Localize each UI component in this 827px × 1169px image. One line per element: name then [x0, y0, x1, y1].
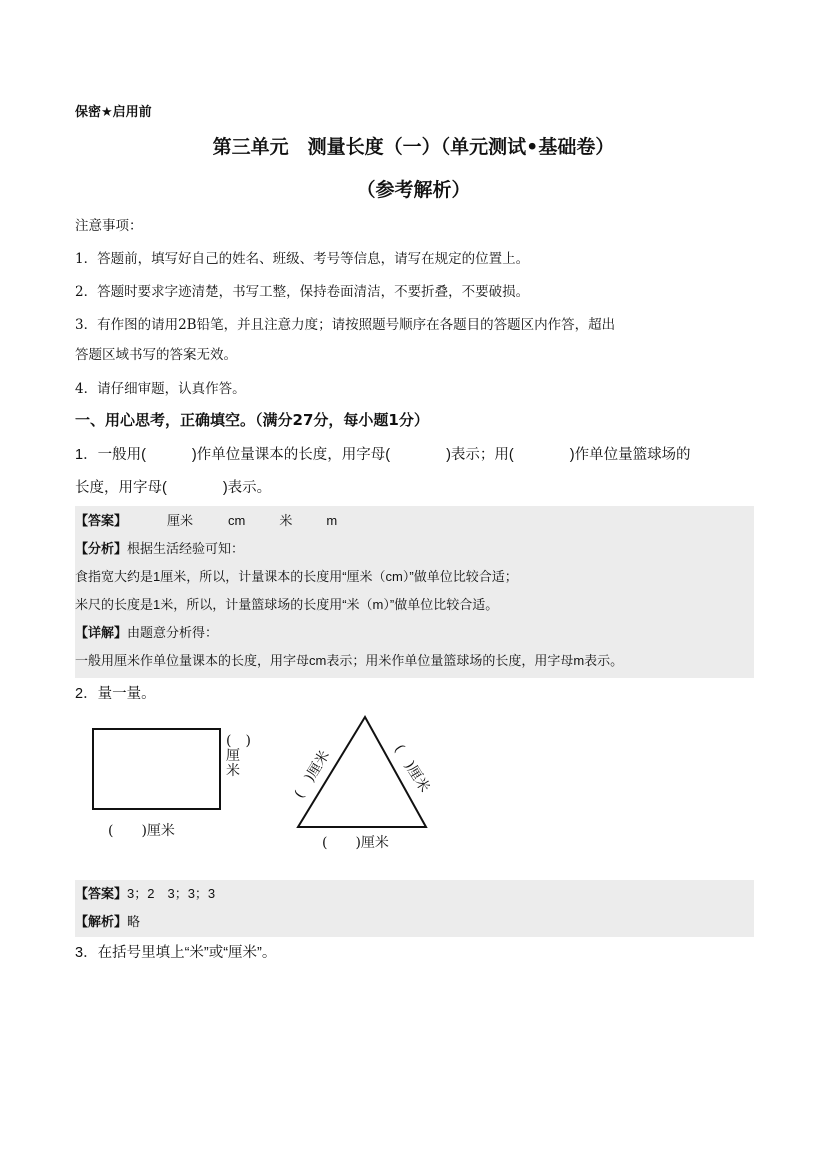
tri-right-label: ( )厘米: [390, 741, 433, 796]
q1-text: 长度，用字母(: [75, 480, 167, 496]
tri-left-label: ( )厘米: [291, 747, 334, 802]
question-2: 2．量一量。: [75, 686, 156, 702]
q1-text: )作单位量课本的长度，用字母(: [191, 447, 391, 463]
q1-text: )表示；用(: [446, 447, 514, 463]
detail-text: 由题意分析得：: [127, 625, 219, 640]
q1-text: )作单位量篮球场的: [569, 447, 691, 463]
q1-analysis: [75, 538, 244, 557]
q1-answer: [75, 510, 337, 529]
q1-text: 1．一般用(: [75, 447, 146, 463]
q1-detail: [75, 622, 218, 641]
analysis-line: 米尺的长度是1米，所以，计量篮球场的长度用“米（m）”做单位比较合适。: [75, 597, 499, 612]
tri-bottom-label: ( )厘米: [322, 835, 389, 851]
confidential-mark: 保密★启用前: [75, 105, 152, 120]
detail-line: 一般用厘米作单位量课本的长度，用字母cm表示；用米作单位量篮球场的长度，用字母m表示。: [75, 653, 624, 668]
question-3: 3．在括号里填上“米”或“厘米”。: [75, 945, 277, 961]
note-item: 3．有作图的请用2B铅笔，并且注意力度；请按照题号顺序在各题目的答题区内作答，超出: [75, 317, 616, 333]
rect-side-label: ( )厘米: [226, 733, 251, 779]
page-subtitle: （参考解析）: [356, 179, 471, 201]
analysis-text: 略: [127, 914, 141, 929]
q1-text: )表示。: [222, 480, 272, 496]
notes-heading: 注意事项：: [75, 218, 143, 234]
note-item: 2．答题时要求字迹清楚，书写工整，保持卷面清洁，不要折叠，不要破损。: [75, 284, 530, 300]
q2-answer: [75, 883, 215, 902]
answer-value: 3；2 3；3；3: [127, 886, 216, 901]
page-title: 第三单元 测量长度（一）（单元测试•基础卷）: [212, 136, 615, 158]
analysis-label: 【分析】: [75, 542, 128, 557]
rect-bottom-label: ( )厘米: [108, 823, 175, 839]
q2-analysis: [75, 911, 140, 930]
answer-value: cm: [228, 513, 246, 528]
analysis-line: 食指宽大约是1厘米，所以，计量课本的长度用“厘米（cm）”做单位比较合适；: [75, 569, 518, 584]
section-title: 一、用心思考，正确填空。（满分27分，每小题1分）: [75, 411, 429, 429]
question-1-line1: [75, 443, 691, 464]
answer-label: 【答案】: [75, 514, 128, 529]
analysis-text: 根据生活经验可知：: [127, 541, 245, 556]
rectangle-shape: [93, 729, 220, 809]
note-item: 答题区域书写的答案无效。: [75, 347, 237, 363]
analysis-label: 【解析】: [75, 915, 128, 930]
question-1-line2: [75, 476, 271, 497]
answer-label: 【答案】: [75, 887, 128, 902]
note-item: 4．请仔细审题，认真作答。: [75, 381, 246, 397]
note-item: 1．答题前，填写好自己的姓名、班级、考号等信息，请写在规定的位置上。: [75, 251, 530, 267]
answer-value: 米: [279, 513, 293, 528]
detail-label: 【详解】: [75, 626, 128, 641]
answer-value: 厘米: [167, 513, 194, 528]
answer-value: m: [326, 513, 338, 528]
